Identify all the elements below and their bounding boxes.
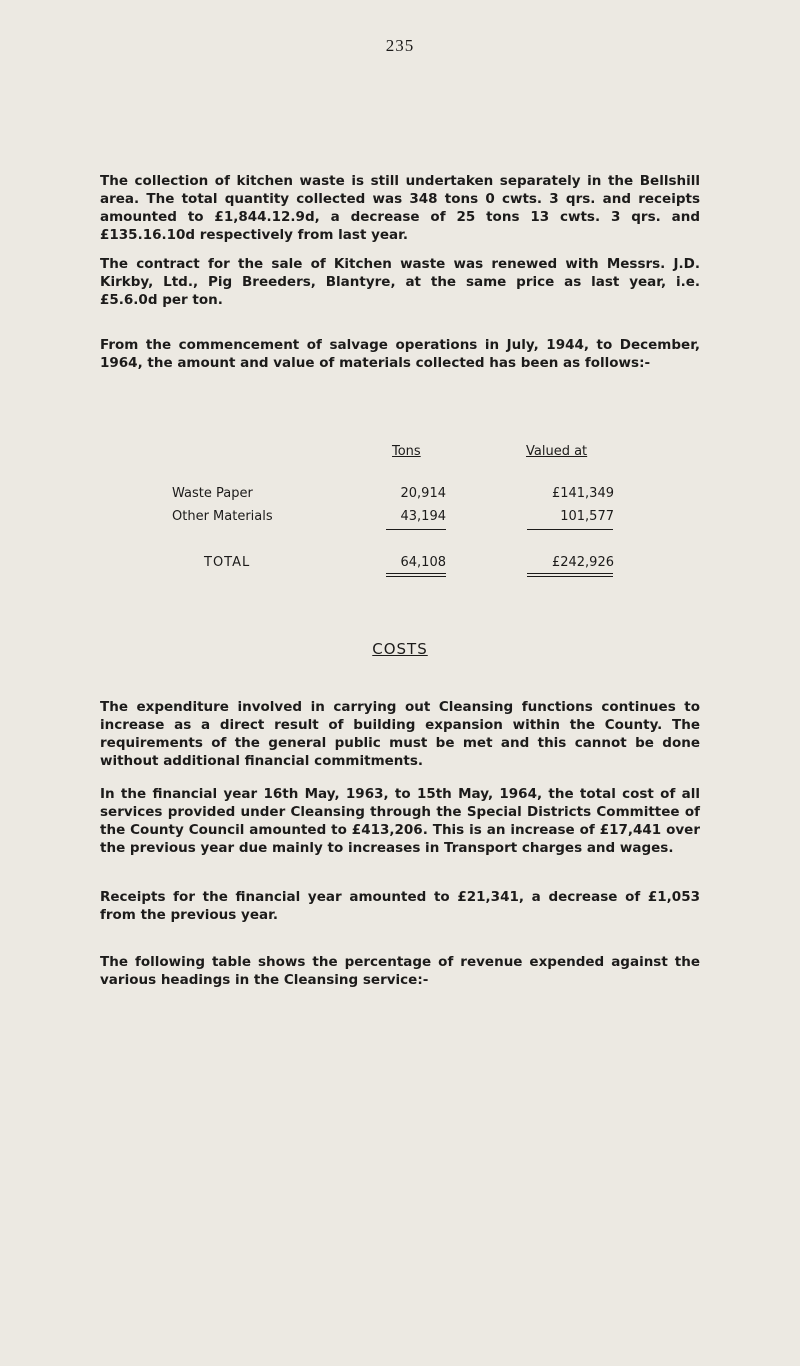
total-double-rule-tons-top — [386, 573, 446, 574]
cell-other-materials-value: 101,577 — [560, 509, 614, 524]
total-double-rule-value-bottom — [527, 576, 613, 577]
page-number: 235 — [385, 36, 415, 55]
total-double-rule-value-top — [527, 573, 613, 574]
subtotal-rule-value — [527, 529, 613, 530]
total-double-rule-tons-bottom — [386, 576, 446, 577]
column-header-tons: Tons — [392, 444, 421, 459]
paragraph-salvage-intro: From the commencement of salvage operations in July, 1944, to December, 1964, the amount and value of materials collected has been as follows:- — [100, 336, 700, 371]
row-label-total: TOTAL — [204, 555, 251, 570]
cell-total-tons: 64,108 — [400, 555, 446, 570]
cell-total-value: £242,926 — [551, 555, 614, 570]
column-header-valued-at: Valued at — [526, 444, 588, 459]
cell-waste-paper-value: £141,349 — [551, 486, 614, 501]
subtotal-rule-tons — [386, 529, 446, 530]
paragraph-receipts: Receipts for the financial year amounted to £21,341, a decrease of £1,053 from the previous year. — [100, 888, 700, 923]
paragraph-financial-year: In the financial year 16th May, 1963, to 15th May, 1964, the total cost of all services provided under Cleansing through the Special Districts Committee of the County Council amounted to £413,206. This is an increase of £17,441 over the previous year due mainly to increases in Transport charges and wages. — [100, 785, 700, 856]
row-label-other-materials: Other Materials — [172, 509, 273, 524]
cell-waste-paper-tons: 20,914 — [400, 486, 446, 501]
paragraph-expenditure: The expenditure involved in carrying out Cleansing functions continues to increase as a direct result of building expansion within the County. The requirements of the general public must be met and this cannot be done without additional financial commitments. — [100, 698, 700, 769]
section-heading-costs: COSTS — [372, 640, 428, 658]
paragraph-kitchen-waste: The collection of kitchen waste is still undertaken separately in the Bellshill area. The total quantity collected was 348 tons 0 cwts. 3 qrs. and receipts amounted to £1,844.12.9d, a decrease of 25 tons 13 cwts. 3 qrs. and £135.16.10d respectively from last year. — [100, 172, 700, 243]
row-label-waste-paper: Waste Paper — [172, 486, 253, 501]
paragraph-contract: The contract for the sale of Kitchen waste was renewed with Messrs. J.D. Kirkby, Ltd., Pig Breeders, Blantyre, at the same price as last year, i.e. £5.6.0d per ton. — [100, 255, 700, 308]
paragraph-table-intro: The following table shows the percentage of revenue expended against the various headings in the Cleansing service:- — [100, 953, 700, 988]
cell-other-materials-tons: 43,194 — [400, 509, 446, 524]
